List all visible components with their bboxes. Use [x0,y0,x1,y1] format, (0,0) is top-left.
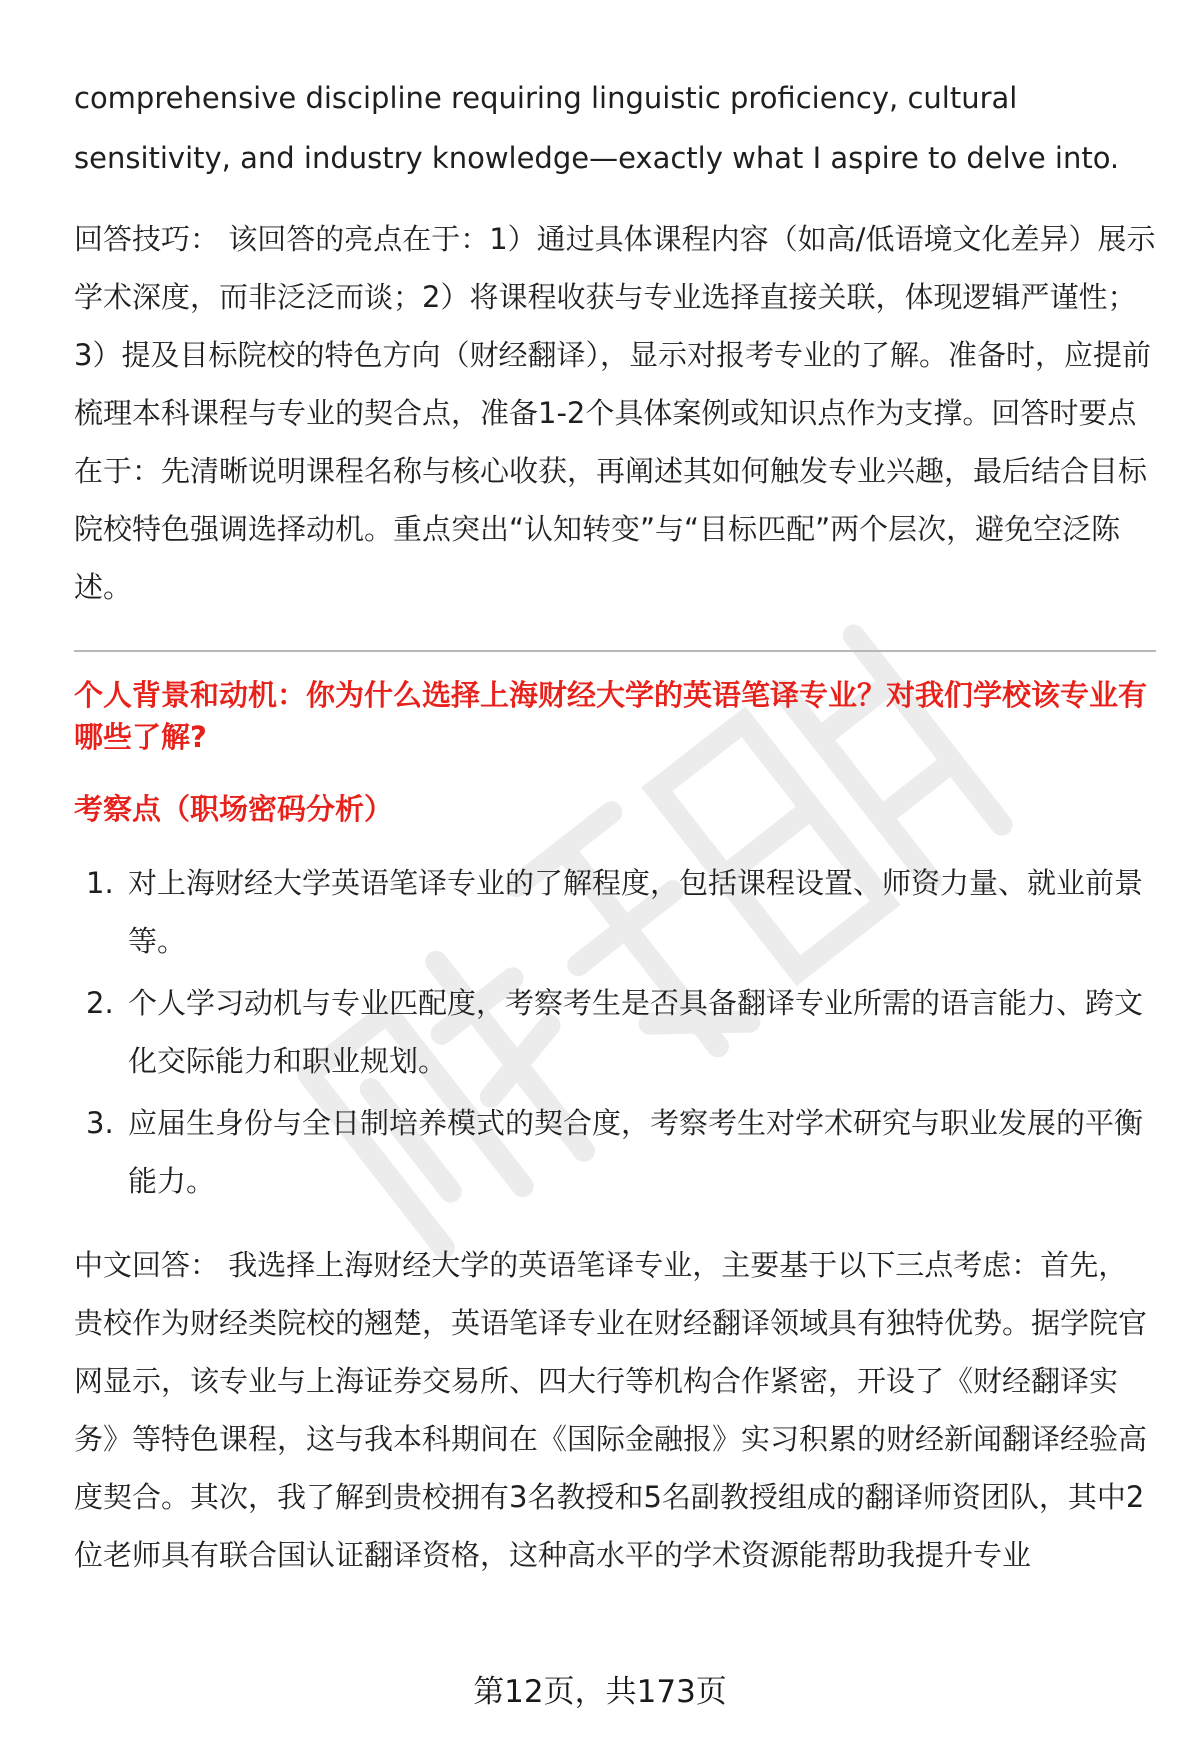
page-footer: 第12页，共173页 [473,1674,727,1710]
answer-label: 中文回答： [74,1248,220,1282]
list-item [74,854,1156,970]
intro-paragraph: comprehensive discipline requiring linguistic proficiency, cultural sensitivity, and industry knowledge—exactly what I aspire to delve into. [74,81,1120,175]
list-item [74,1094,1156,1210]
answer-text: 我选择上海财经大学的英语笔译专业，主要基于以下三点考虑：首先，贵校作为财经类院校的翘楚，英语笔译专业在财经翻译领域具有独特优势。据学院官网显示，该专业与上海证券交易所、四大行等机构合作紧密，开设了《财经翻译实务》等特色课程，这与我本科期间在《国际金融报》实习积累的财经新闻翻译经验高度契合。其次，我了解到贵校拥有3名教授和5名副教授组成的翻译师资团队，其中2位老师具有联合国认证翻译资格，这种高水平的学术资源能帮助我提升专业 [74,1248,1148,1572]
list-item-text: 个人学习动机与专业匹配度，考察考生是否具备翻译专业所需的语言能力、跨文化交际能力和职业规划。 [128,986,1144,1078]
list-item-number: 3. [86,1106,114,1140]
tips-paragraph [74,210,1156,616]
page-content [74,68,1156,1584]
answer-paragraph [74,1236,1156,1584]
list-item [74,974,1156,1090]
tips-label: 回答技巧： [74,222,220,256]
subheading-assessment: 考察点（职场密码分析） [74,792,394,826]
list-item-number: 1. [86,866,114,900]
list-item-text: 对上海财经大学英语笔译专业的了解程度，包括课程设置、师资力量、就业前景等。 [128,866,1144,958]
list-item-text: 应届生身份与全日制培养模式的契合度，考察考生对学术研究与职业发展的平衡能力。 [128,1106,1144,1198]
list-item-number: 2. [86,986,114,1020]
tips-text: 该回答的亮点在于：1）通过具体课程内容（如高/低语境文化差异）展示学术深度，而非泛泛而谈；2）将课程收获与专业选择直接关联，体现逻辑严谨性；3）提及目标院校的特色方向（财经翻译），显示对报考专业的了解。准备时，应提前梳理本科课程与专业的契合点，准备1-2个具体案例或知识点作为支撑。回答时要点在于：先清晰说明课程名称与核心收获，再阐述其如何触发专业兴趣，最后结合目标院校特色强调选择动机。重点突出“认知转变”与“目标匹配”两个层次，避免空泛陈述。 [74,222,1156,604]
question-heading: 个人背景和动机：你为什么选择上海财经大学的英语笔译专业？对我们学校该专业有哪些了解? [74,678,1148,754]
section-divider [74,650,1156,652]
assessment-points-list [74,854,1156,1210]
